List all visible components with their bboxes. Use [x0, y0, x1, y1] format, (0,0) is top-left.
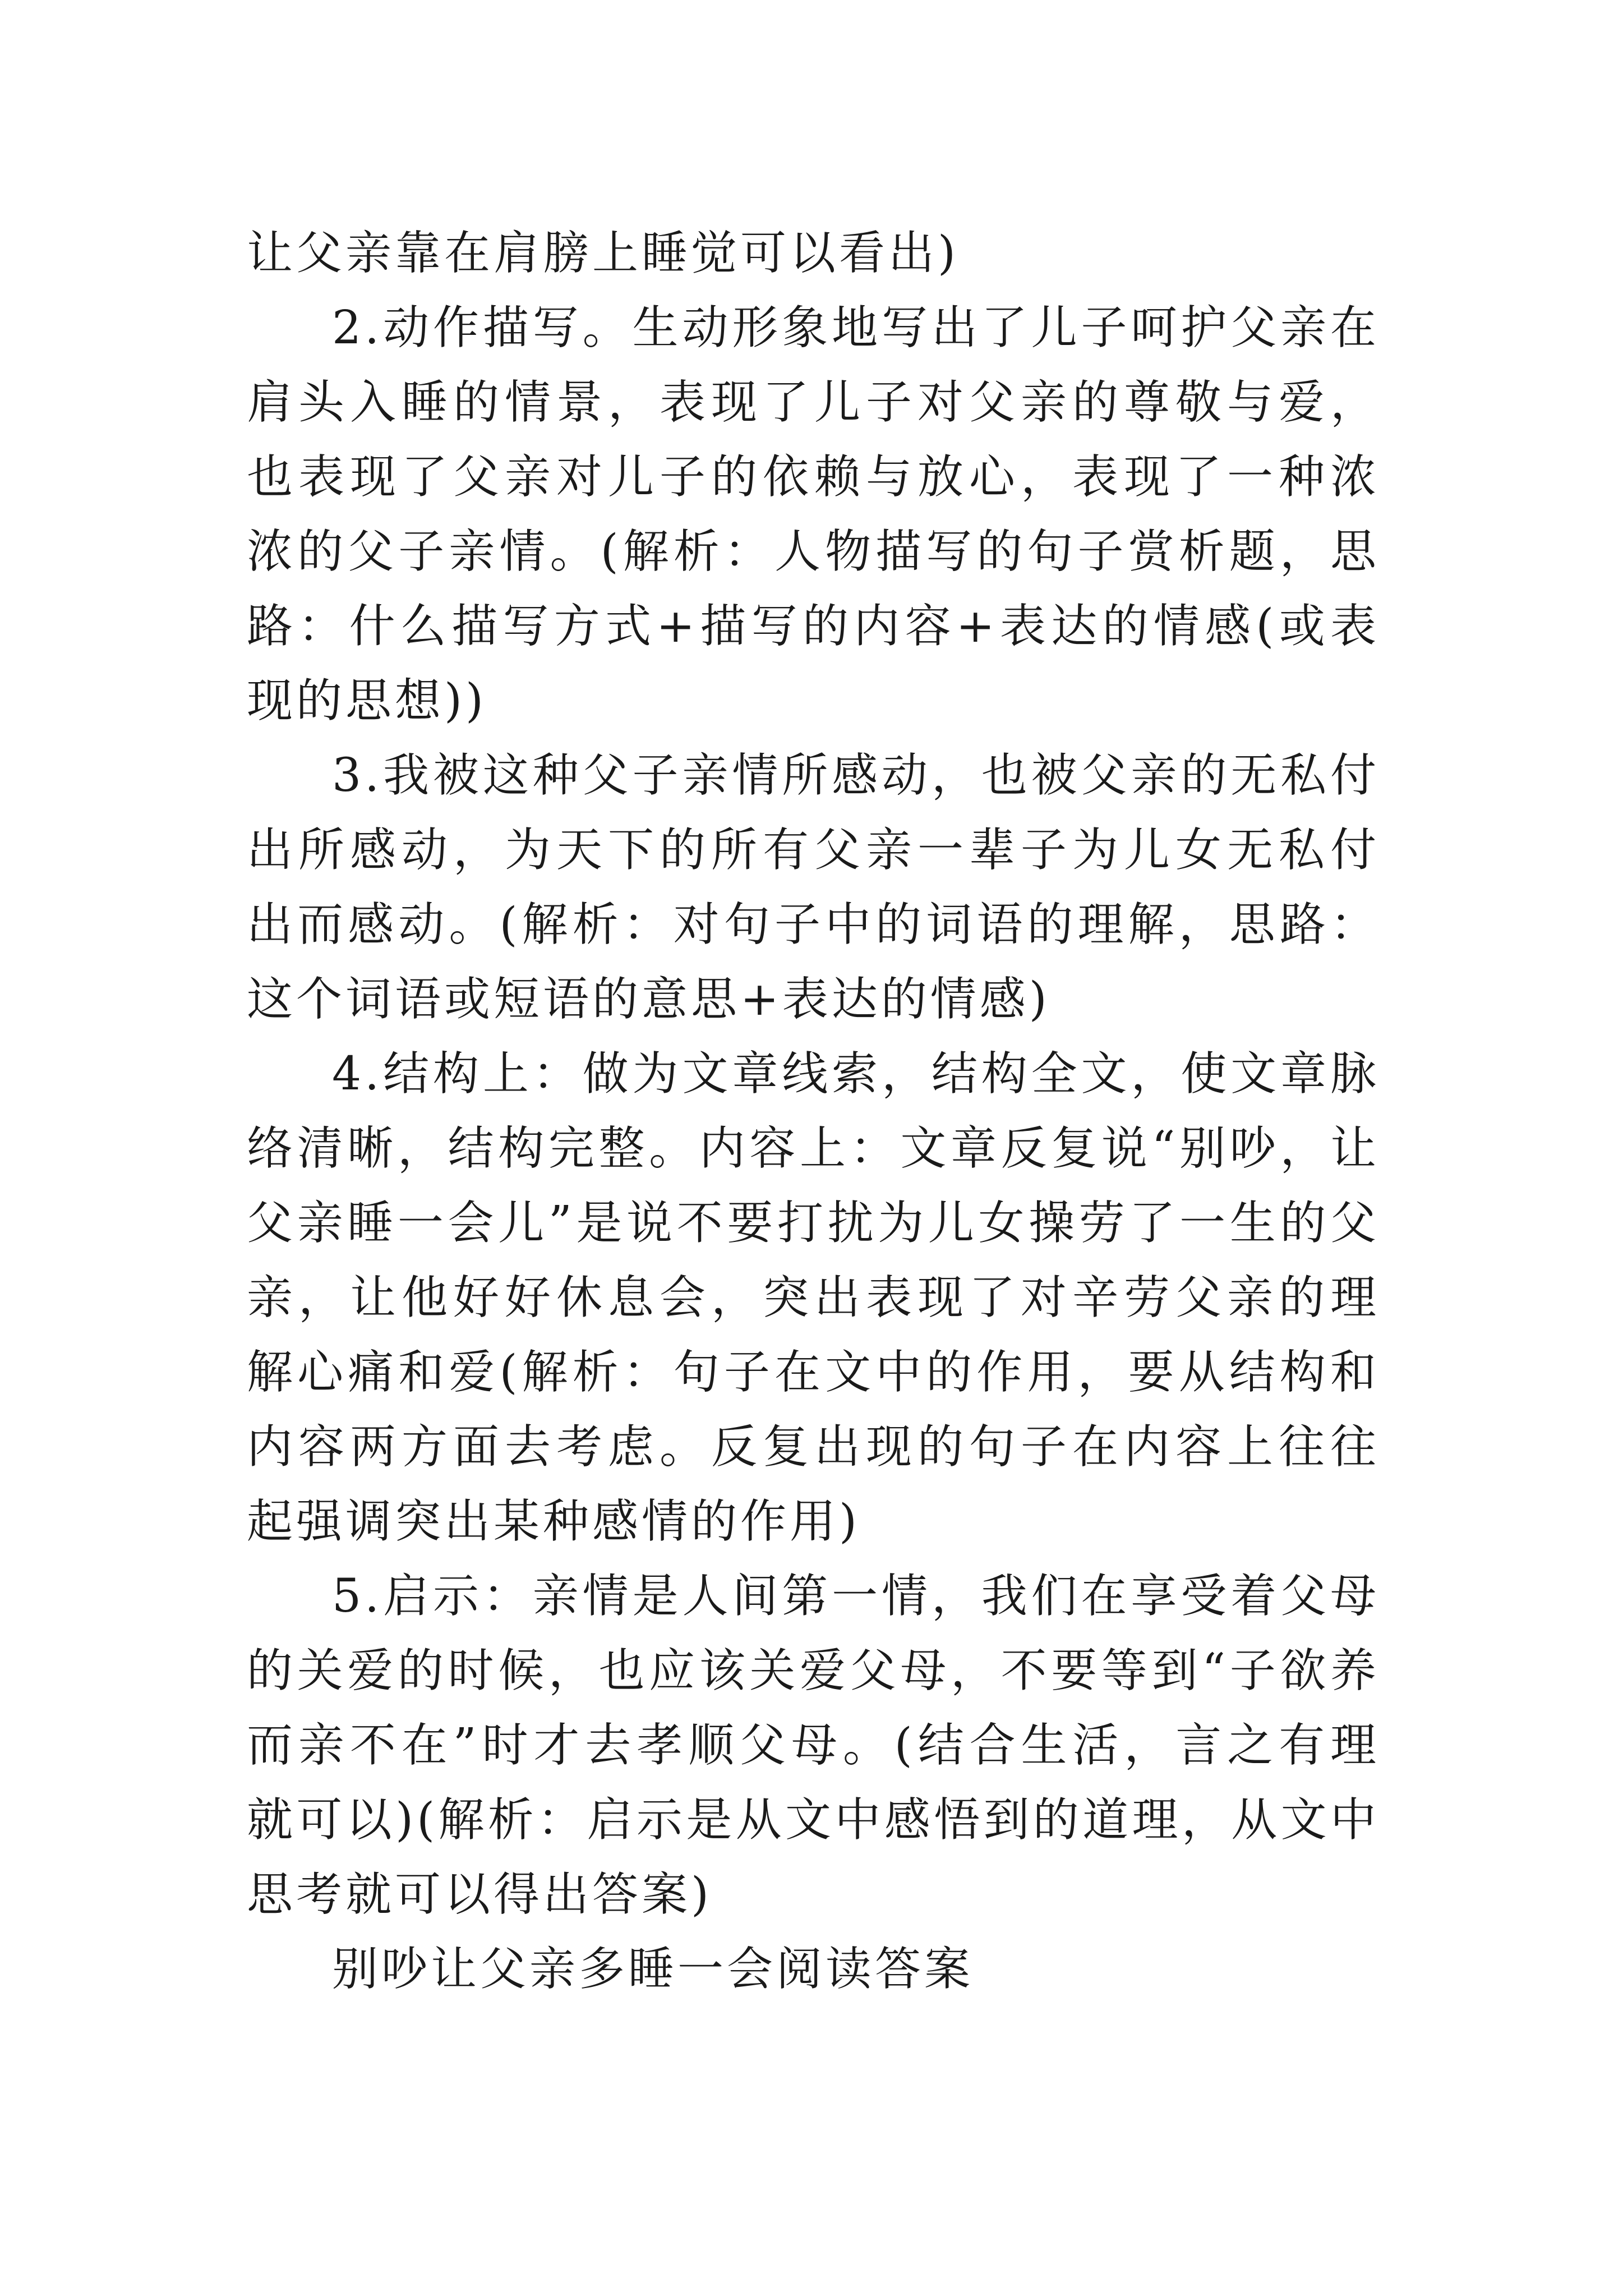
document-body [247, 216, 1380, 2007]
answer-5-paragraph: 5.启示：亲情是人间第一情，我们在享受着父母的关爱的时候，也应该关爱父母，不要等到“子欲养而亲不在”时才去孝顺父母。(结合生活，言之有理就可以)(解析：启示是从文中感悟到的道理，从文中思考就可以得出答案) [247, 1570, 1380, 1921]
paragraph-continuation: 让父亲靠在肩膀上睡觉可以看出) [247, 227, 959, 280]
answer-3-paragraph: 3.我被这种父子亲情所感动，也被父亲的无私付出所感动，为天下的所有父亲一辈子为儿女无私付出而感动。(解析：对句子中的词语的理解，思路：这个词语或短语的意思+表达的情感) [247, 749, 1380, 1026]
answer-2-paragraph: 2.动作描写。生动形象地写出了儿子呵护父亲在肩头入睡的情景，表现了儿子对父亲的尊敬与爱，也表现了父亲对儿子的依赖与放心，表现了一种浓浓的父子亲情。(解析：人物描写的句子赏析题，思路：什么描写方式+描写的内容+表达的情感(或表现的思想)) [247, 301, 1380, 728]
answer-4-paragraph: 4.结构上：做为文章线索，结构全文，使文章脉络清晰，结构完整。内容上：文章反复说“别吵，让父亲睡一会儿”是说不要打扰为儿女操劳了一生的父亲，让他好好休息会，突出表现了对辛劳父亲的理解心痛和爱(解析：句子在文中的作用，要从结构和内容两方面去考虑。反复出现的句子在内容上往往起强调突出某种感情的作用) [247, 1047, 1380, 1548]
closing-title-line: 别吵让父亲多睡一会阅读答案 [332, 1943, 974, 1996]
